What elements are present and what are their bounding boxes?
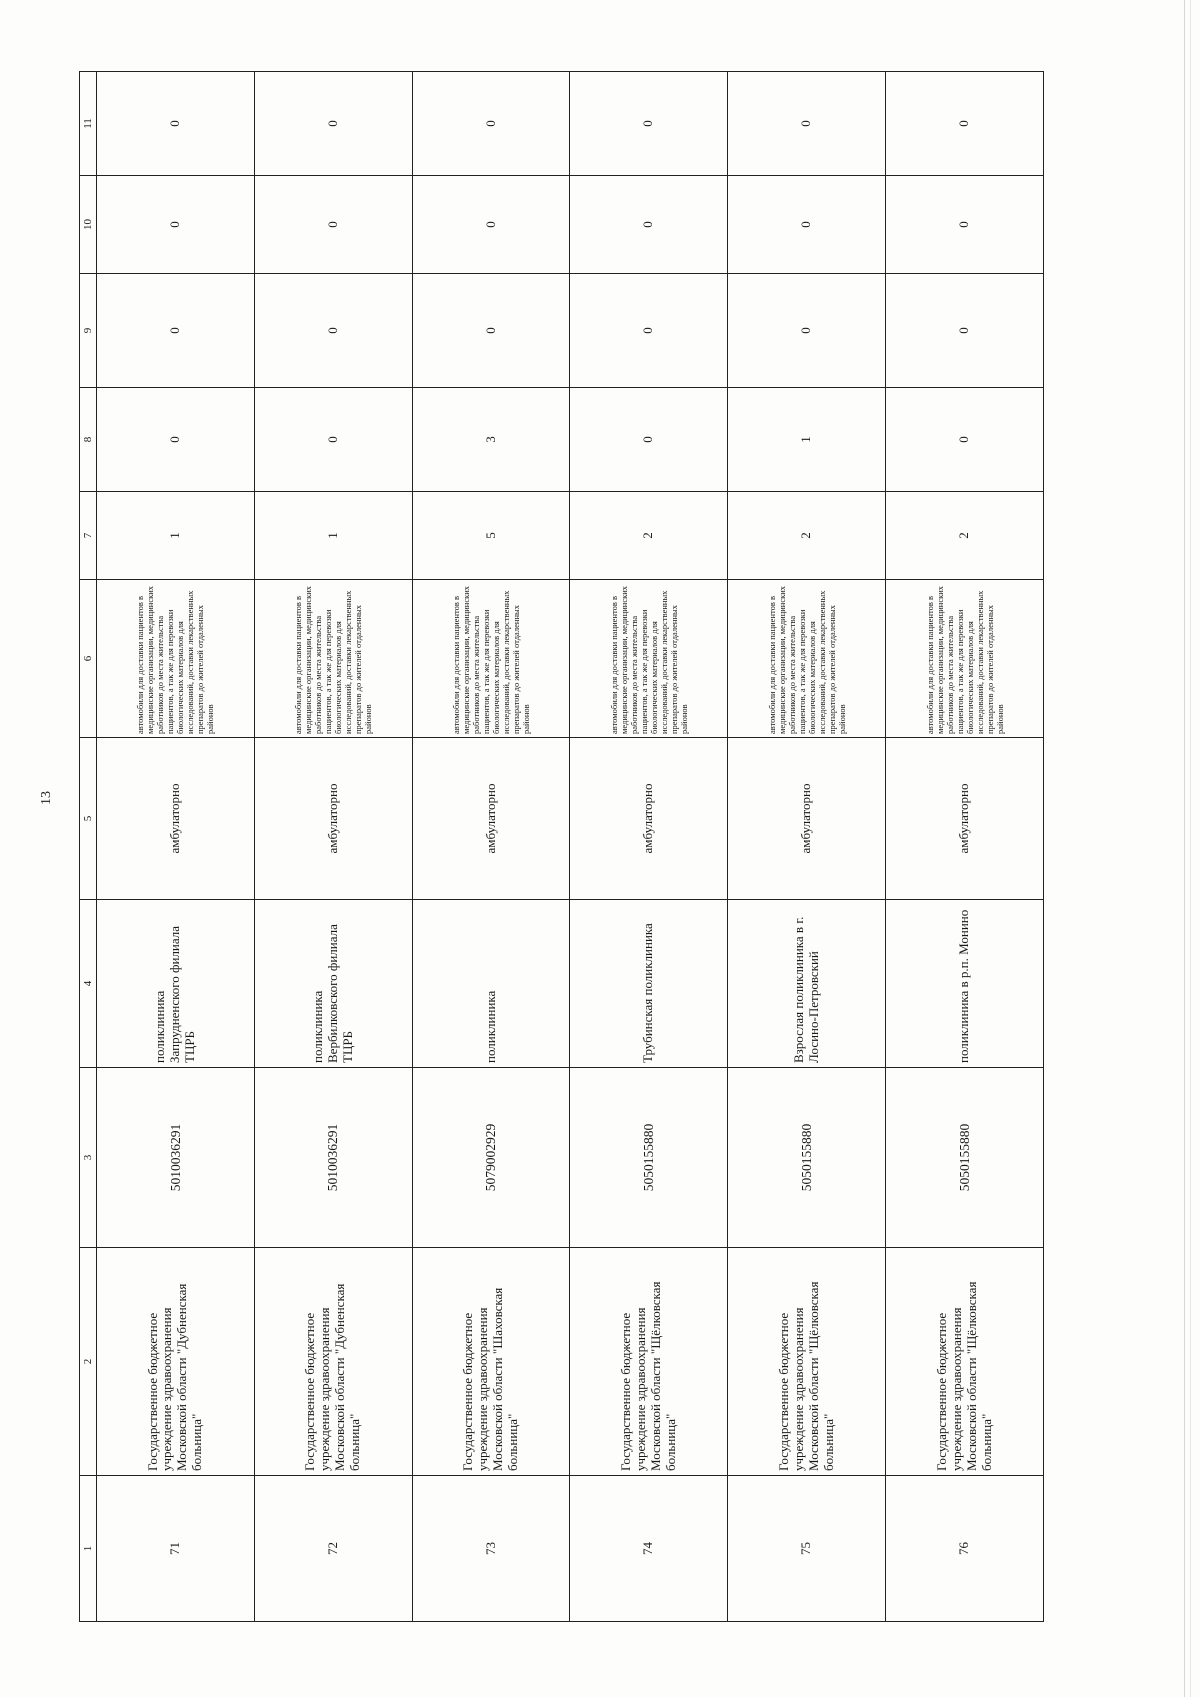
division-name: Взрослая поликлиника в г. Лосино-Петровский [728, 900, 886, 1068]
value-col7: 2 [728, 492, 886, 580]
row-number: 74 [570, 1476, 728, 1622]
value-col9: 0 [570, 274, 728, 388]
organization-name: Государственное бюджетное учреждение здравоохранения Московской области "Шаховская больница" [412, 1248, 570, 1476]
value-col7: 2 [886, 492, 1044, 580]
value-col10: 0 [412, 176, 570, 274]
value-col8: 1 [728, 388, 886, 492]
column-number-row [80, 72, 97, 1622]
care-mode: амбулаторно [570, 738, 728, 900]
scan-edge-line [1184, 0, 1185, 1697]
column-header: 10 [80, 176, 97, 274]
value-col9: 0 [886, 274, 1044, 388]
vehicle-purpose: автомобили для доставки пациентов в медицинские организации, медицинских работников до места жительства пациентов, а так же для перевозки биологических материалов для исследований, доставки лекарственных препаратов до жителей отдаленных районов [570, 580, 728, 738]
row-number: 73 [412, 1476, 570, 1622]
value-col11: 0 [728, 72, 886, 176]
vehicle-purpose: автомобили для доставки пациентов в медицинские организации, медицинских работников до места жительства пациентов, а так же для перевозки биологических материалов для исследований, доставки лекарственных препаратов до жителей отдаленных районов [412, 580, 570, 738]
care-mode: амбулаторно [97, 738, 255, 900]
table-row [728, 72, 886, 1622]
column-header: 8 [80, 388, 97, 492]
inn-cell: 5010036291 [254, 1068, 412, 1248]
row-number: 76 [886, 1476, 1044, 1622]
table-row [254, 72, 412, 1622]
value-col8: 3 [412, 388, 570, 492]
value-col9: 0 [97, 274, 255, 388]
column-header: 3 [80, 1068, 97, 1248]
vehicles-table [79, 71, 1044, 1622]
table-row [886, 72, 1044, 1622]
value-col10: 0 [254, 176, 412, 274]
division-name: поликлиника Вербилковского филиала ТЦРБ [254, 900, 412, 1068]
care-mode: амбулаторно [728, 738, 886, 900]
value-col9: 0 [412, 274, 570, 388]
column-header: 4 [80, 900, 97, 1068]
value-col10: 0 [97, 176, 255, 274]
inn-cell: 5050155880 [886, 1068, 1044, 1248]
value-col9: 0 [728, 274, 886, 388]
inn-cell: 5079002929 [412, 1068, 570, 1248]
table-row [570, 72, 728, 1622]
column-header: 5 [80, 738, 97, 900]
value-col7: 5 [412, 492, 570, 580]
value-col7: 1 [254, 492, 412, 580]
column-header: 9 [80, 274, 97, 388]
row-number: 75 [728, 1476, 886, 1622]
vehicle-purpose: автомобили для доставки пациентов в медицинские организации, медицинских работников до места жительства пациентов, а так же для перевозки биологических материалов для исследований, доставки лекарственных препаратов до жителей отдаленных районов [728, 580, 886, 738]
division-name: поликлиника в р.п. Монино [886, 900, 1044, 1068]
care-mode: амбулаторно [412, 738, 570, 900]
value-col11: 0 [570, 72, 728, 176]
value-col9: 0 [254, 274, 412, 388]
inn-cell: 5050155880 [728, 1068, 886, 1248]
division-name: поликлиника Запрудненского филиала ТЦРБ [97, 900, 255, 1068]
row-number: 72 [254, 1476, 412, 1622]
value-col10: 0 [728, 176, 886, 274]
row-number: 71 [97, 1476, 255, 1622]
organization-name: Государственное бюджетное учреждение здравоохранения Московской области "Щёлковская больница" [886, 1248, 1044, 1476]
scan-edge-line [1190, 0, 1191, 1697]
organization-name: Государственное бюджетное учреждение здравоохранения Московской области "Дубненская больница" [254, 1248, 412, 1476]
division-name: поликлиника [412, 900, 570, 1068]
inn-cell: 5010036291 [97, 1068, 255, 1248]
organization-name: Государственное бюджетное учреждение здравоохранения Московской области "Щёлковская больница" [570, 1248, 728, 1476]
organization-name: Государственное бюджетное учреждение здравоохранения Московской области "Щёлковская больница" [728, 1248, 886, 1476]
value-col8: 0 [570, 388, 728, 492]
vehicle-purpose: автомобили для доставки пациентов в медицинские организации, медицинских работников до места жительства пациентов, а так же для перевозки биологических материалов для исследований, доставки лекарственных препаратов до жителей отдаленных районов [97, 580, 255, 738]
page-number: 13 [39, 791, 54, 805]
rotated-table-container [79, 72, 1044, 1622]
value-col7: 1 [97, 492, 255, 580]
care-mode: амбулаторно [254, 738, 412, 900]
value-col8: 0 [254, 388, 412, 492]
table-row [97, 72, 255, 1622]
column-header: 6 [80, 580, 97, 738]
value-col7: 2 [570, 492, 728, 580]
column-header: 2 [80, 1248, 97, 1476]
value-col11: 0 [254, 72, 412, 176]
value-col10: 0 [570, 176, 728, 274]
column-header: 11 [80, 72, 97, 176]
inn-cell: 5050155880 [570, 1068, 728, 1248]
value-col10: 0 [886, 176, 1044, 274]
value-col11: 0 [97, 72, 255, 176]
column-header: 1 [80, 1476, 97, 1622]
value-col8: 0 [97, 388, 255, 492]
table-row [412, 72, 570, 1622]
care-mode: амбулаторно [886, 738, 1044, 900]
value-col8: 0 [886, 388, 1044, 492]
vehicle-purpose: автомобили для доставки пациентов в медицинские организации, медицинских работников до места жительства пациентов, а так же для перевозки биологических материалов для исследований, доставки лекарственных препаратов до жителей отдаленных районов [886, 580, 1044, 738]
organization-name: Государственное бюджетное учреждение здравоохранения Московской области "Дубненская больница" [97, 1248, 255, 1476]
column-header: 7 [80, 492, 97, 580]
vehicle-purpose: автомобили для доставки пациентов в медицинские организации, медицинских работников до места жительства пациентов, а так же для перевозки биологических материалов для исследований, доставки лекарственных препаратов до жителей отдаленных районов [254, 580, 412, 738]
value-col11: 0 [886, 72, 1044, 176]
value-col11: 0 [412, 72, 570, 176]
division-name: Трубинская поликлиника [570, 900, 728, 1068]
